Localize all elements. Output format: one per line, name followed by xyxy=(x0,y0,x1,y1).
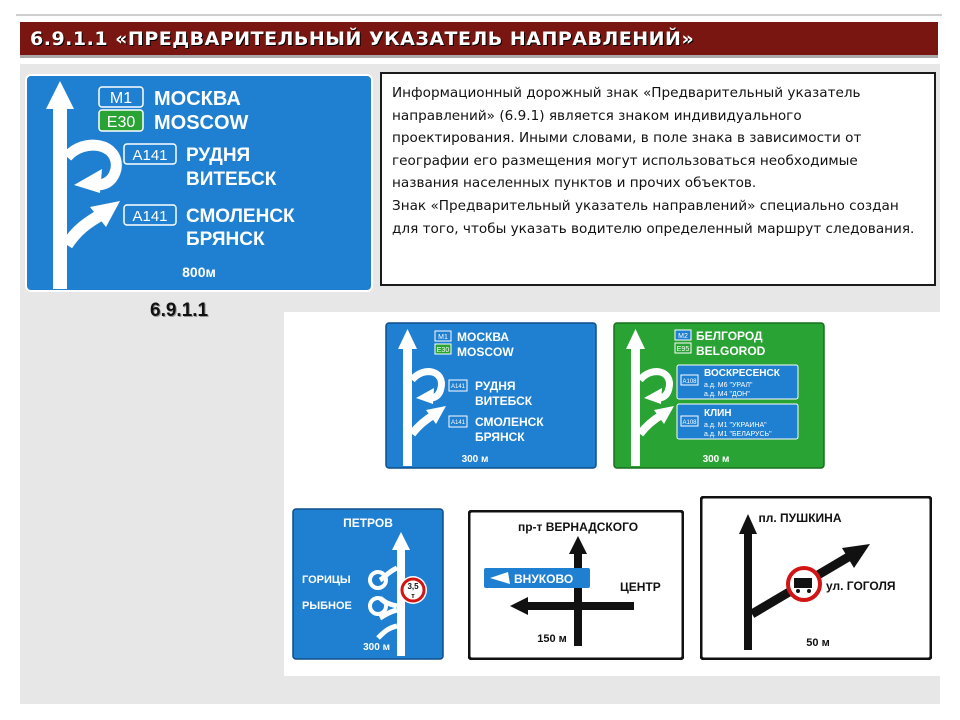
main-sign xyxy=(24,73,374,293)
route-note: а.д. М1 "УКРАИНА" xyxy=(704,422,767,429)
destination: МОСКВА xyxy=(457,330,510,344)
example-sign-green xyxy=(613,322,825,469)
destination: ГОРИЦЫ xyxy=(302,574,351,586)
destination: пр-т ВЕРНАДСКОГО xyxy=(517,520,639,534)
road-number: A141 xyxy=(450,384,466,390)
destination: РУДНЯ xyxy=(475,379,516,393)
distance-label: 150 м xyxy=(537,633,567,645)
route-note: а.д. М4 "ДОН" xyxy=(704,391,750,398)
destination: ВНУКОВО xyxy=(514,572,574,586)
road-number: M1 xyxy=(438,334,448,341)
road-number: M2 xyxy=(678,333,688,340)
route-note: а.д. М6 "УРАЛ" xyxy=(704,382,753,389)
destination: пл. ПУШКИНА xyxy=(758,511,842,525)
distance-label: 300 м xyxy=(702,454,730,465)
destination: MOSCOW xyxy=(154,112,249,134)
road-number: E95 xyxy=(676,346,690,353)
destination: ВИТЕБСК xyxy=(186,169,277,190)
distance-label: 300 м xyxy=(363,642,390,653)
description-box xyxy=(380,72,936,286)
destination: РЫБНОЕ xyxy=(302,600,352,612)
destination: БРЯНСК xyxy=(475,430,525,444)
destination: ВИТЕБСК xyxy=(475,394,533,408)
destination: BELGOROD xyxy=(696,344,766,358)
destination: РУДНЯ xyxy=(186,145,251,166)
road-number: A108 xyxy=(682,420,697,426)
destination: MOSCOW xyxy=(457,345,514,359)
road-number: M1 xyxy=(109,90,133,107)
example-sign-petrov xyxy=(292,508,444,660)
destination: ВОСКРЕСЕНСК xyxy=(704,368,780,379)
road-number: A141 xyxy=(450,420,466,426)
road-number: E30 xyxy=(106,114,136,131)
example-sign-blue xyxy=(385,322,597,469)
title-bar xyxy=(20,22,938,58)
road-number: E30 xyxy=(436,347,450,354)
destination: БЕЛГОРОД xyxy=(696,329,763,343)
destination: СМОЛЕНСК xyxy=(475,415,544,429)
destination: МОСКВА xyxy=(154,88,241,110)
distance-label: 50 м xyxy=(806,637,830,649)
destination: КЛИН xyxy=(704,408,732,419)
description-para-2: Знак «Предварительный указатель направлений» специально создан для того, чтобы указать водителю определенный маршрут следования. xyxy=(392,197,915,237)
weight-limit: 3,5 xyxy=(407,582,419,591)
destination: ПЕТРОВ xyxy=(343,516,393,530)
route-note: а.д. М1 "БЕЛАРУСЬ" xyxy=(704,431,772,438)
page-title: 6.9.1.1 «ПРЕДВАРИТЕЛЬНЫЙ УКАЗАТЕЛЬ НАПРАВЛЕНИЙ» xyxy=(30,28,695,50)
road-number: A108 xyxy=(682,379,697,385)
description-para-1: Информационный дорожный знак «Предварительный указатель направлений» (6.9.1) является знаком индивидуального проектирования. Иными словами, в поле знака в зависимости от географии его размещения могут использоваться необходимые названия населенных пунктов и прочих объектов. xyxy=(392,85,862,192)
distance-label: 800м xyxy=(182,264,216,280)
example-sign-pushkin xyxy=(700,496,932,660)
top-divider xyxy=(16,14,942,16)
road-number: A141 xyxy=(132,208,168,225)
destination: ул. ГОГОЛЯ xyxy=(826,579,896,593)
distance-label: 300 м xyxy=(461,454,489,465)
description-text xyxy=(392,82,928,240)
road-number: A141 xyxy=(132,147,168,164)
example-sign-vernadsky xyxy=(468,510,684,660)
weight-unit: т xyxy=(411,593,415,600)
sign-number-label: 6.9.1.1 xyxy=(150,300,209,321)
destination: ЦЕНТР xyxy=(620,580,661,594)
destination: СМОЛЕНСК xyxy=(186,206,295,227)
destination: БРЯНСК xyxy=(186,229,265,250)
